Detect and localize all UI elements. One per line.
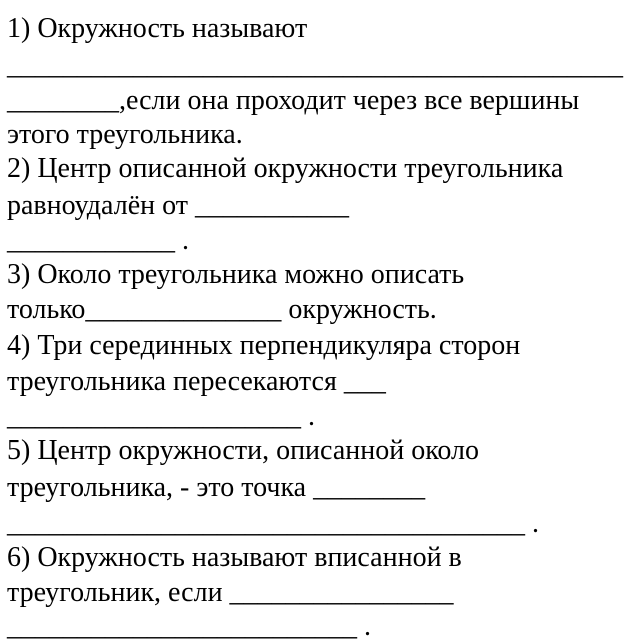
- question-1-line-3: ________,если она проходит через все вершины: [7, 85, 580, 116]
- question-3-line-1: 3) Около треугольника можно описать: [7, 259, 465, 290]
- question-5-line-2: треугольника, - это точка ________: [7, 472, 426, 503]
- question-4-line-3: _____________________ .: [7, 401, 315, 432]
- question-3-line-2: только______________ окружность.: [7, 294, 437, 325]
- question-2-line-2: равноудалён от ___________: [7, 190, 349, 221]
- question-6-line-3: _________________________ .: [7, 611, 371, 642]
- question-5-line-3: _____________________________________ .: [7, 508, 539, 539]
- question-4-line-1: 4) Три серединных перпендикуляра сторон: [7, 330, 521, 361]
- question-2-line-3: ____________ .: [7, 225, 189, 256]
- question-4-line-2: треугольника пересекаются ___: [7, 366, 386, 397]
- question-5-line-1: 5) Центр окружности, описанной около: [7, 435, 479, 466]
- question-1-line-4: этого треугольника.: [7, 119, 243, 150]
- question-6-line-2: треугольник, если ________________: [7, 577, 454, 608]
- question-2-line-1: 2) Центр описанной окружности треугольника: [7, 153, 564, 184]
- question-1-line-1: 1) Окружность называют: [7, 13, 308, 44]
- question-6-line-1: 6) Окружность называют вписанной в: [7, 542, 462, 573]
- question-1-blank-line: ____________________________________________: [7, 50, 623, 81]
